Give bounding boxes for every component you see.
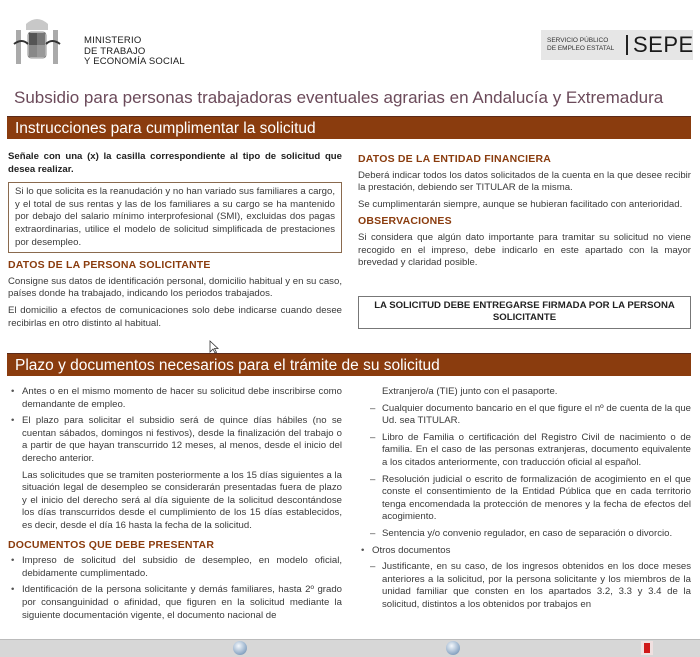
list-item: – Resolución judicial o escrito de formalización de acogimiento en el que conste el consentimiento de la Entidad Pública que en cada territorio tenga encomendada la protección de menores y la fecha de efectos del acogimiento. (358, 474, 691, 524)
ministry-line-1: MINISTERIO (84, 35, 142, 46)
globe-icon[interactable] (446, 641, 460, 655)
applicant-text-1: Consigne sus datos de identificación personal, domicilio habitual y en su caso, países donde ha trabajado, indicando los periodos trabajados. (8, 275, 342, 300)
documents-heading: DOCUMENTOS QUE DEBE PRESENTAR (8, 538, 215, 551)
list-item: • El plazo para solicitar el subsidio será de quince días hábiles (no se cuentan sábados, domingos ni festivos), desde la finalización del trabajo o a partir de que hayan transcurrido 12 meses, al menos, desde el inicio del derecho anterior. (8, 415, 342, 465)
list-item: – Sentencia y/o convenio regulador, en caso de separación o divorcio. (358, 528, 691, 541)
applicant-text-2: El domicilio a efectos de comunicaciones solo debe indicarse cuando desee recibirlas en otro distinto al habitual. (8, 304, 342, 329)
ministry-line-2: DE TRABAJO (84, 45, 146, 57)
globe-icon[interactable] (233, 641, 247, 655)
coat-of-arms-logo (12, 14, 62, 72)
list-item: – Libro de Familia o certificación del Registro Civil de nacimiento o de familia. En el caso de las personas extranjeras, documento equivalente a los citados anteriormente, con traducción oficial al español. (358, 432, 691, 470)
deadline-list (8, 386, 342, 466)
documents-list (8, 555, 342, 622)
applicant-heading: DATOS DE LA PERSONA SOLICITANTE (8, 259, 211, 272)
list-item: • Antes o en el mismo momento de hacer su solicitud debe inscribirse como demandante de empleo. (8, 386, 342, 411)
ministry-line-3: Y ECONOMÍA SOCIAL (84, 56, 185, 67)
sepe-full-name (547, 37, 614, 53)
late-application-text: Las solicitudes que se tramiten posteriormente a los 15 días siguientes a la situación legal de desempleo se considerarán presentadas fuera de plazo y el inicio del derecho será al día siguiente de la solicitud descontándose los días transcurridos desde el cumplimiento de los 15 días establecidos, es decir, desde el día 16 hasta la fecha de la solicitud. (22, 469, 342, 531)
list-item: • Impreso de solicitud del subsidio de desempleo, en modelo oficial, debidamente cumplimentado. (8, 555, 342, 580)
observations-heading: OBSERVACIONES (358, 215, 452, 228)
sepe-logo (541, 30, 693, 60)
instructions-left-column (8, 151, 342, 334)
list-item-other-docs: • Otros documentos (358, 545, 691, 558)
section-instructions-header: Instrucciones para cumplimentar la solicitud (7, 116, 691, 139)
document-header (0, 0, 700, 80)
continuation-text: Extranjero/a (TIE) junto con el pasaporte. (382, 386, 558, 397)
document-title: Subsidio para personas trabajadoras eventuales agrarias en Andalucía y Extremadura (14, 88, 664, 107)
instructions-right-column (358, 151, 691, 329)
deadlines-left-column (8, 386, 342, 626)
list-item: – Justificante, en su caso, de los ingresos obtenidos en los doce meses anteriores a la solicitud, por la persona solicitante y los miembros de la unidad familiar que consten en los apartados 3.2, 3.3 y 3.4 de la solicitud, distintos a los obtenidos por trabajos en (358, 561, 691, 611)
bank-text-1: Deberá indicar todos los datos solicitados de la cuenta en la que desee recibir la prestación, debiendo ser TITULAR de la misma. (358, 169, 691, 194)
pdf-icon[interactable] (641, 641, 653, 655)
observations-text: Si considera que algún dato importante para tramitar su solicitud no viene recogido en el impreso, debe indicarlo en este apartado con la mayor brevedad y claridad posible. (358, 231, 691, 269)
intro-text: Señale con una (x) la casilla correspondiente al tipo de solicitud que desea realizar. (8, 151, 342, 175)
bank-text-2: Se cumplimentarán siempre, aunque se hubieran facilitado con anterioridad. (358, 198, 683, 210)
signature-notice: LA SOLICITUD DEBE ENTREGARSE FIRMADA POR LA PERSONA SOLICITANTE (358, 296, 691, 329)
reanudacion-note: Si lo que solicita es la reanudación y no han variado sus familiares a cargo, y el total de sus rentas y las de los familiares a su cargo se ha mantenido por debajo del salario mínimo interprofesional (SMI), excluidas dos pagas extraordinarias, utilice el modelo de solicitud simplificada de prestaciones por desempleo. (8, 182, 342, 253)
mouse-cursor-icon (209, 340, 219, 354)
required-docs-list (358, 403, 691, 612)
divider (626, 35, 628, 55)
bank-heading: DATOS DE LA ENTIDAD FINANCIERA (358, 153, 552, 165)
sepe-line-2: DE EMPLEO ESTATAL (547, 45, 615, 52)
list-item: – Cualquier documento bancario en el que figure el nº de cuenta de la que Ud. sea TITULAR. (358, 403, 691, 428)
sepe-line-1: SERVICIO PÚBLICO (547, 37, 609, 44)
sepe-acronym: SEPE (633, 32, 694, 57)
ministry-name (84, 36, 185, 68)
list-item: • Identificación de la persona solicitante y demás familiares, hasta 2º grado por consanguinidad o afinidad, que figuren en la solicitud mediante la siguiente documentación vigente, el documento nacional de (8, 584, 342, 622)
deadlines-right-column (358, 386, 691, 616)
section-deadlines-header: Plazo y documentos necesarios para el trámite de su solicitud (7, 353, 691, 376)
bottom-toolbar (0, 639, 700, 657)
